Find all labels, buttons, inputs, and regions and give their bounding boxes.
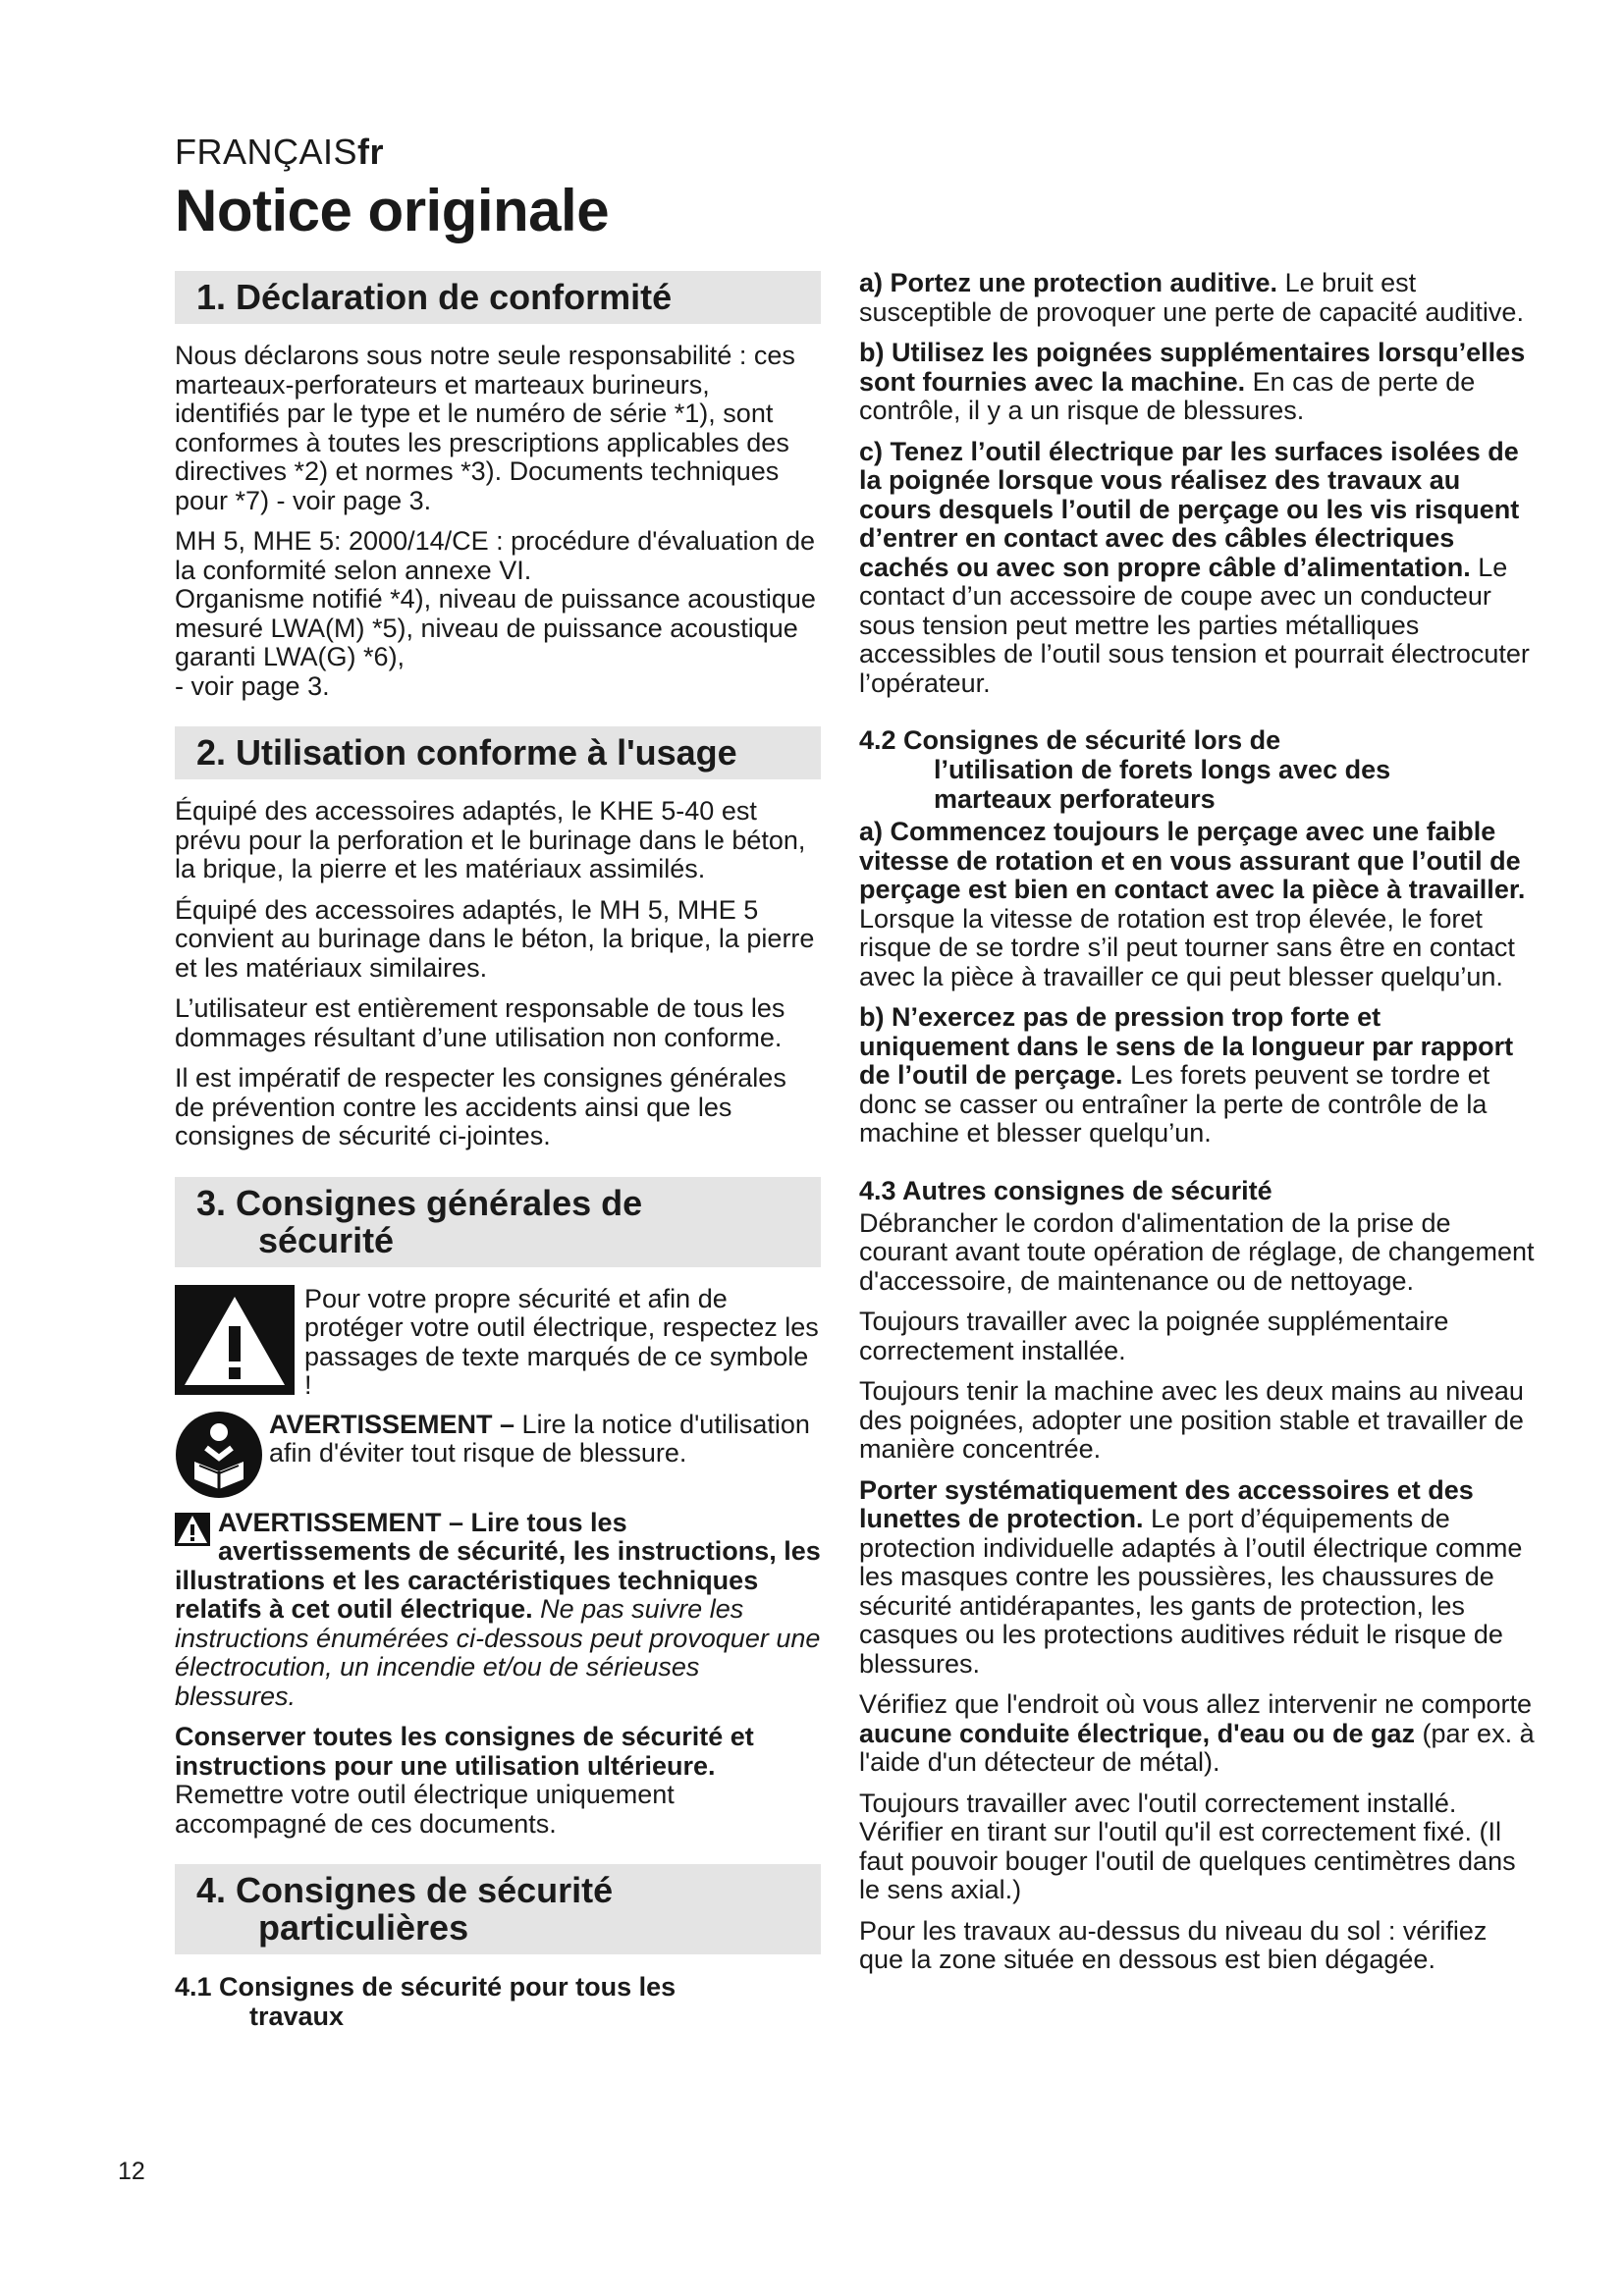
manual-warning-block: AVERTISSEMENT – Lire la notice d'utilisation afin d'éviter tout risque de blessure. [175,1411,821,1499]
subsection-heading-4-2: 4.2 Consignes de sécurité lors de l’utilisation de forets longs avec des marteaux perforateurs [859,725,1391,814]
item-a: a) Portez une protection auditive. Le bruit est susceptible de provoquer une perte de capacité auditive. [859,268,1524,327]
paragraph: Vérifiez que l'endroit où vous allez intervenir ne comporte aucune conduite électrique, d'eau ou de gaz (par ex. à l'aide d'un détecteur de métal). [859,1689,1535,1777]
paragraph: Vérifier en tirant sur l'outil qu'il est correctement fixé. (Il faut pouvoir bouger l'outil de quelques centimètres dans le sens axial.) [859,1817,1516,1904]
paragraph: Porter systématiquement des accessoires et des lunettes de protection. Le port d’équipements de protection individuelle adaptés à l’outil électrique comme les masques contre les poussières, les chaussures de sécurité antidérapantes, les gants de protection, les casques ou les protections auditives réduit le risque de blessures. [859,1474,1523,1679]
paragraph: L’utilisateur est entièrement responsable de tous les dommages résultant d’une utilisation non conforme. [175,993,785,1052]
paragraph: Équipé des accessoires adaptés, le MH 5, MHE 5 convient au burinage dans le béton, la brique, la pierre et les matériaux similaires. [175,894,815,983]
language-label: FRANÇAISfr [175,132,385,172]
page-number: 12 [118,2158,145,2185]
read-manual-icon [175,1411,263,1499]
warning-triangle-icon [175,1285,295,1395]
item-4-2-b: b) N’exercez pas de pression trop forte et uniquement dans le sens de la longueur par rapport de l’outil de perçage. Les forets peuvent se tordre et donc se casser ou entraîner la perte de contrôle de la machine et blesser quelqu’un. [859,1002,1514,1148]
warning-symbol-text: Pour votre propre sécurité et afin de protéger votre outil électrique, respectez les passages de texte marqués de ce symbole ! [304,1283,819,1400]
item-c: c) Tenez l’outil électrique par les surfaces isolées de la poignée lorsque vous réalisez des travaux au cours desquels l’outil de perçage ou les vis risquent d’entrer en contact avec des câbles électriques cachés ou avec son propre câble d’alimentation. Le contact d’un accessoire de coupe avec un conducteur sous tension peut mettre les parties métalliques accessibles de l’outil sous tension et pourrait électrocuter l’opérateur. [859,436,1530,698]
section-heading-3: 3. Consignes générales de sécurité [175,1177,821,1267]
subsection-heading-4-1: 4.1 Consignes de sécurité pour tous les travaux [175,1972,677,2031]
page-title: Notice originale [175,178,610,243]
paragraph: Toujours tenir la machine avec les deux mains au niveau des poignées, adopter une position stable et travailler de manière concentrée. [859,1376,1524,1464]
paragraph: Toujours travailler avec l'outil correctement installé. [859,1788,1457,1818]
warning-triangle-small-icon [175,1513,210,1546]
paragraph: - voir page 3. [175,670,330,701]
paragraph: Équipé des accessoires adaptés, le KHE 5-40 est prévu pour la perforation et le burinage dans le béton, la brique, la pierre et les matériaux assimilés. [175,796,806,883]
general-warning: AVERTISSEMENT – Lire tous les avertissements de sécurité, les instructions, les illustrations et les caractéristiques techniques relatifs à cet outil électrique. Ne pas suivre les instructions énumérées ci-dessous peut provoquer une électrocution, un incendie et/ou de sérieuses blessures. [175,1507,821,1711]
paragraph: Nous déclarons sous notre seule responsabilité : ces marteaux-perforateurs et marteaux burineurs, identifiés par le type et le numéro de série *1), sont conformes à toutes les prescriptions applicables des directives *2) et normes *3). Documents techniques pour *7) - voir page 3. [175,341,795,515]
paragraph: Pour les travaux au-dessus du niveau du sol : vérifiez que la zone située en dessous est bien dégagée. [859,1915,1488,1974]
keep-instructions: Conserver toutes les consignes de sécurité et instructions pour une utilisation ultérieure. Remettre votre outil électrique uniquement accompagné de ces documents. [175,1722,754,1839]
section-heading-2: 2. Utilisation conforme à l'usage [175,726,821,779]
subsection-heading-4-3: 4.3 Autres consignes de sécurité [859,1175,1272,1205]
left-column [175,271,821,2035]
paragraph: MH 5, MHE 5: 2000/14/CE : procédure d'évaluation de la conformité selon annexe VI. [175,526,816,585]
paragraph: Organisme notifié *4), niveau de puissance acoustique mesuré LWA(M) *5), niveau de puissance acoustique garanti LWA(G) *6), [175,584,816,671]
warning-symbol-block [175,1285,821,1401]
paragraph: Toujours travailler avec la poignée supplémentaire correctement installée. [859,1307,1449,1365]
section-heading-1: 1. Déclaration de conformité [175,271,821,324]
section-heading-4: 4. Consignes de sécurité particulières [175,1864,821,1954]
item-4-2-a: a) Commencez toujours le perçage avec une faible vitesse de rotation et en vous assurant que l’outil de perçage est bien en contact avec la pièce à travailler. Lorsque la vitesse de rotation est trop élevée, le foret risque de se tordre s’il peut tourner sans être en contact avec la pièce à travailler ce qui peut blesser quelqu’un. [859,817,1526,991]
paragraph: Débrancher le cordon d'alimentation de la prise de courant avant toute opération de réglage, de changement d'accessoire, de maintenance ou de nettoyage. [859,1207,1535,1296]
paragraph: Il est impératif de respecter les consignes générales de prévention contre les accidents ainsi que les consignes de sécurité ci-jointes. [175,1063,786,1150]
item-b: b) Utilisez les poignées supplémentaires lorsqu’elles sont fournies avec la machine. En cas de perte de contrôle, il y a un risque de blessures. [859,338,1526,425]
right-column [859,269,1537,1987]
